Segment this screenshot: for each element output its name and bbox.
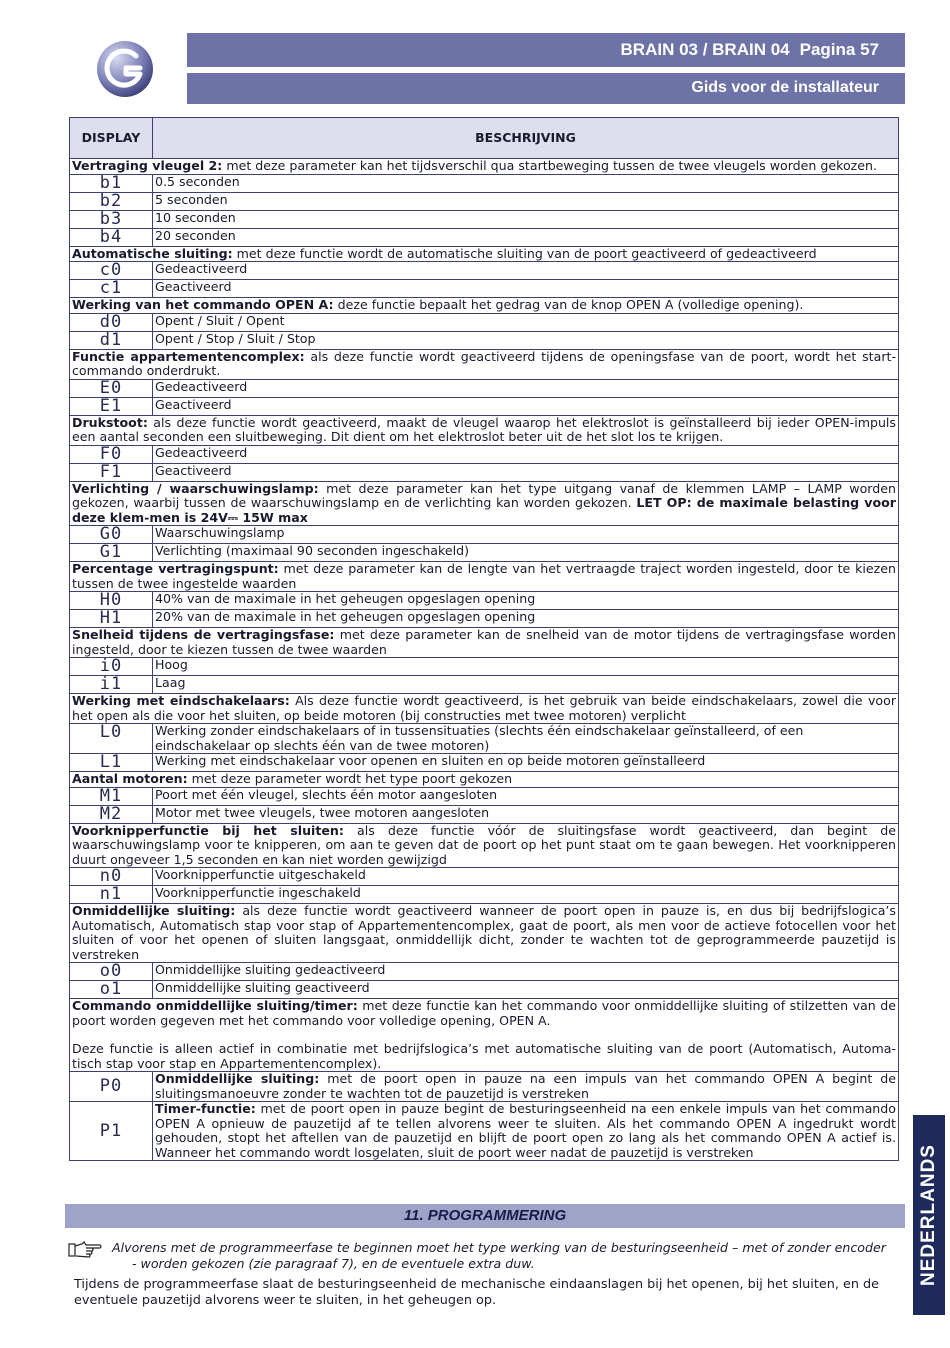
option-text: met de poort open in pauze na een impuls van het commando OPEN A begint de sluitingsmanoeuvre zonder te wachten tot de pauzetijd is verstreken [155,1071,896,1101]
section-title: Voorknipperfunctie bij het sluiten: [72,822,344,838]
section-text: met deze parameter wordt het type poort gekozen [187,771,513,786]
display-code: n0 [70,868,153,886]
section-row [70,481,899,526]
display-code: G1 [70,544,153,562]
section-text: met deze parameter kan het tijdsverschil qua startbeweging tussen de twee vleugels worden gekozen. [222,158,878,173]
parameter-table [69,117,899,1161]
pointing-hand-icon [68,1240,104,1260]
body-paragraph: Tijdens de programmeerfase slaat de besturingseenheid de mechanische eindaanslagen bij het openen, bij het sluiten, en de eventuele pauzetijd alvorens weer te sluiten, in het geheugen op. [74,1277,880,1308]
option-text: met de poort open in pauze begint de besturingseenheid na een enkele impuls van het commando OPEN A opnieuw de pauzetijd af te tellen alvorens weer te sluiten. Als het commando OPEN A ingedrukt wordt gehouden, stopt het aftellen van de pauzetijd en blijft de poort open zo lang als het commando OPEN A actief is. Wanneer het commando wordt losgelaten, sluit de poort weer nadat de pauzetijd is verstreken [155,1101,896,1160]
option-row [70,280,899,298]
section-heading-programmering: 11. PROGRAMMERING [65,1204,905,1228]
display-code: b3 [70,210,153,228]
display-code: E0 [70,379,153,397]
section-row [70,823,899,868]
option-text: Gedeactiveerd [153,262,899,280]
document-title-bar [187,33,905,67]
display-code: H1 [70,610,153,628]
option-text: Gedeactiveerd [153,445,899,463]
section-text: als deze functie wordt geactiveerd tijdens de openingsfase van de poort, wordt het start-commando onderdrukt. [72,348,896,378]
display-code: n1 [70,886,153,904]
display-code: o1 [70,981,153,999]
section-title: Onmiddellijke sluiting: [72,903,236,918]
warning-text: LET OP: de maximale belasting voor deze klem-men is 24V⎓ 15W max [72,495,896,525]
section-text: met deze functie kan het commando voor onmiddellijke sluiting of stilzetten van de poort worden gegeven met het commando voor volledige opening, OPEN A. [72,998,897,1028]
section-text: als deze functie wordt geactiveerd wanneer de poort open in pauze is, en dus bij bedrijfslogica’s Automatisch, Automatisch stap voor stap of Appartementencomplex, gaat de poort, als men voor de actieve fotocellen voor het sluiten of voor het openen of sluiten langsgaat, onmiddellijk dicht, zonder te wachten tot de geprogrammeerde pauzetijd is verstreken [72,903,896,962]
display-code: c1 [70,280,153,298]
display-code: b2 [70,192,153,210]
display-code: d0 [70,313,153,331]
section-text: deze functie bepaalt het gedrag van de knop OPEN A (volledige opening). [333,297,804,312]
document-title: BRAIN 03 / BRAIN 04 [620,40,790,59]
section-text: met deze parameter kan het type uitgang vanaf de klemmen LAMP – LAMP worden gekozen, waarbij tussen de waarschuwingslamp en de verlichting kan worden gekozen. [72,480,896,510]
section-title: Snelheid tijdens de vertragingsfase: [72,627,335,642]
option-text: Werking zonder eindschakelaars of in tussensituaties (slechts één eindschakelaar geïnstalleerd, of een eindschakelaar op slechts één van de twee motoren) [153,724,899,754]
option-row [70,313,899,331]
section-row [70,298,899,314]
table-header-row [70,118,899,159]
section-text: als deze functie vóór de sluitingsfase wordt geactiveerd, dan begint de waarschuwingslamp voor te knipperen, om aan te geven dat de poort op het punt staat om te gaan bewegen. Het voorknipperen duurt ongeveer 1,5 seconden en kan niet worden gewijzigd [72,822,896,867]
section-title: Automatische sluiting: [72,245,233,261]
option-text: Werking met eindschakelaar voor openen en sluiten en op beide motoren geïnstalleerd [153,754,899,772]
language-side-tab [913,1115,945,1315]
option-row [70,963,899,981]
section-title: Werking met eindschakelaars: [72,693,290,708]
language-label: NEDERLANDS [918,1144,939,1286]
display-code: H0 [70,592,153,610]
option-row [70,228,899,246]
display-code: o0 [70,963,153,981]
display-code: P1 [70,1102,153,1161]
section-row [70,999,899,1072]
option-row [70,463,899,481]
option-row [70,886,899,904]
option-row [70,868,899,886]
section-title: Percentage vertragingspunt: [72,561,279,576]
note-line-2: - worden gekozen (zie paragraaf 7), en de eventuele extra duw. [132,1256,535,1271]
section-row [70,246,899,262]
column-header-display: DISPLAY [70,118,153,159]
option-row [70,981,899,999]
display-code: F0 [70,445,153,463]
option-text: Geactiveerd [153,397,899,415]
option-row [70,610,899,628]
option-title: Onmiddellijke sluiting: [155,1071,320,1086]
section-row [70,772,899,788]
section-row [70,628,899,658]
display-code: b4 [70,228,153,246]
option-text: Onmiddellijke sluiting geactiveerd [153,981,899,999]
section-row [70,694,899,724]
option-text: 40% van de maximale in het geheugen opgeslagen opening [153,592,899,610]
option-text: Voorknipperfunctie ingeschakeld [153,886,899,904]
note-line-1: Alvorens met de programmeerfase te beginnen moet het type werking van de besturingseenheid – met of zonder encoder [112,1240,886,1255]
section-title: Drukstoot: [72,414,148,430]
option-row [70,676,899,694]
option-row [70,262,899,280]
option-text: Hoog [153,658,899,676]
display-code: F1 [70,463,153,481]
option-row [70,805,899,823]
option-text: Opent / Stop / Sluit / Stop [153,331,899,349]
option-row [70,658,899,676]
option-text: Poort met één vleugel, slechts één motor aangesloten [153,787,899,805]
option-row [70,331,899,349]
note-text [112,1240,898,1272]
display-code: G0 [70,526,153,544]
document-subtitle: Gids voor de installateur [187,73,905,104]
option-text: Motor met twee vleugels, twee motoren aangesloten [153,805,899,823]
option-row [70,724,899,754]
page-number: Pagina 57 [799,40,879,59]
option-row [70,1102,899,1161]
option-row [70,754,899,772]
option-row [70,526,899,544]
option-row [70,210,899,228]
display-code: c0 [70,262,153,280]
display-code: b1 [70,174,153,192]
section-text: Als deze functie wordt geactiveerd, is het gebruik van beide eindschakelaars, zowel die voor het open als die voor het sluiten, op beide motoren (bij constructies met twee motoren) verplicht [72,693,896,723]
option-text: Geactiveerd [153,280,899,298]
option-text: Voorknipperfunctie uitgeschakeld [153,868,899,886]
option-text: Laag [153,676,899,694]
section-text: als deze functie wordt geactiveerd, maakt de vleugel waarop het elektroslot is geïnstalleerd bij ieder OPEN-impuls een aantal seconden een sluitbeweging. Dit dient om het elektroslot beter uit de het slot los te krijgen. [72,414,896,444]
section-row [70,349,899,379]
display-code: P0 [70,1072,153,1102]
display-code: i1 [70,676,153,694]
option-row [70,445,899,463]
section-row [70,159,899,175]
option-text: 5 seconden [153,192,899,210]
display-code: i0 [70,658,153,676]
option-row [70,1072,899,1102]
section-row [70,415,899,445]
option-text: 20 seconden [153,228,899,246]
option-title: Timer-functie: [155,1101,256,1116]
option-text: Gedeactiveerd [153,379,899,397]
section-text: met deze functie wordt de automatische sluiting van de poort geactiveerd of gedeactiveerd [232,245,817,261]
option-text: 20% van de maximale in het geheugen opgeslagen opening [153,610,899,628]
option-row [70,379,899,397]
display-code: M1 [70,787,153,805]
section-title: Functie appartementencomplex: [72,348,305,364]
section-title: Werking van het commando OPEN A: [72,297,334,312]
company-logo [96,40,154,98]
column-header-description: BESCHRIJVING [153,118,899,159]
display-code: M2 [70,805,153,823]
section-title: Verlichting / waarschuwingslamp: [72,480,319,496]
option-row [70,787,899,805]
option-text: Verlichting (maximaal 90 seconden ingeschakeld) [153,544,899,562]
option-text: 10 seconden [153,210,899,228]
option-row [70,544,899,562]
section-text-2: Deze functie is alleen actief in combinatie met bedrijfslogica’s met automatische sluiting van de poort (Automatisch, Automa-tisch stap voor stap en Appartementencomplex). [72,1041,896,1071]
section-text: met deze parameter kan de lengte van het vertraagde traject worden ingesteld, door te kiezen tussen de twee ingestelde waarden [72,561,896,591]
section-row [70,904,899,963]
section-title: Commando onmiddellijke sluiting/timer: [72,998,358,1013]
section-text: met deze parameter kan de snelheid van de motor tijdens de vertragingsfase worden ingesteld, door te kiezen tussen de twee waarden [72,627,896,657]
option-text: Waarschuwingslamp [153,526,899,544]
option-text: Onmiddellijke sluiting gedeactiveerd [153,963,899,981]
option-row [70,397,899,415]
option-row [70,192,899,210]
option-row [70,174,899,192]
section-row [70,562,899,592]
option-text: 0.5 seconden [153,174,899,192]
display-code: d1 [70,331,153,349]
section-title: Vertraging vleugel 2: [72,158,223,173]
option-text: Opent / Sluit / Opent [153,313,899,331]
option-row [70,592,899,610]
display-code: L1 [70,754,153,772]
display-code: E1 [70,397,153,415]
display-code: L0 [70,724,153,754]
section-title: Aantal motoren: [72,771,188,786]
option-text: Geactiveerd [153,463,899,481]
